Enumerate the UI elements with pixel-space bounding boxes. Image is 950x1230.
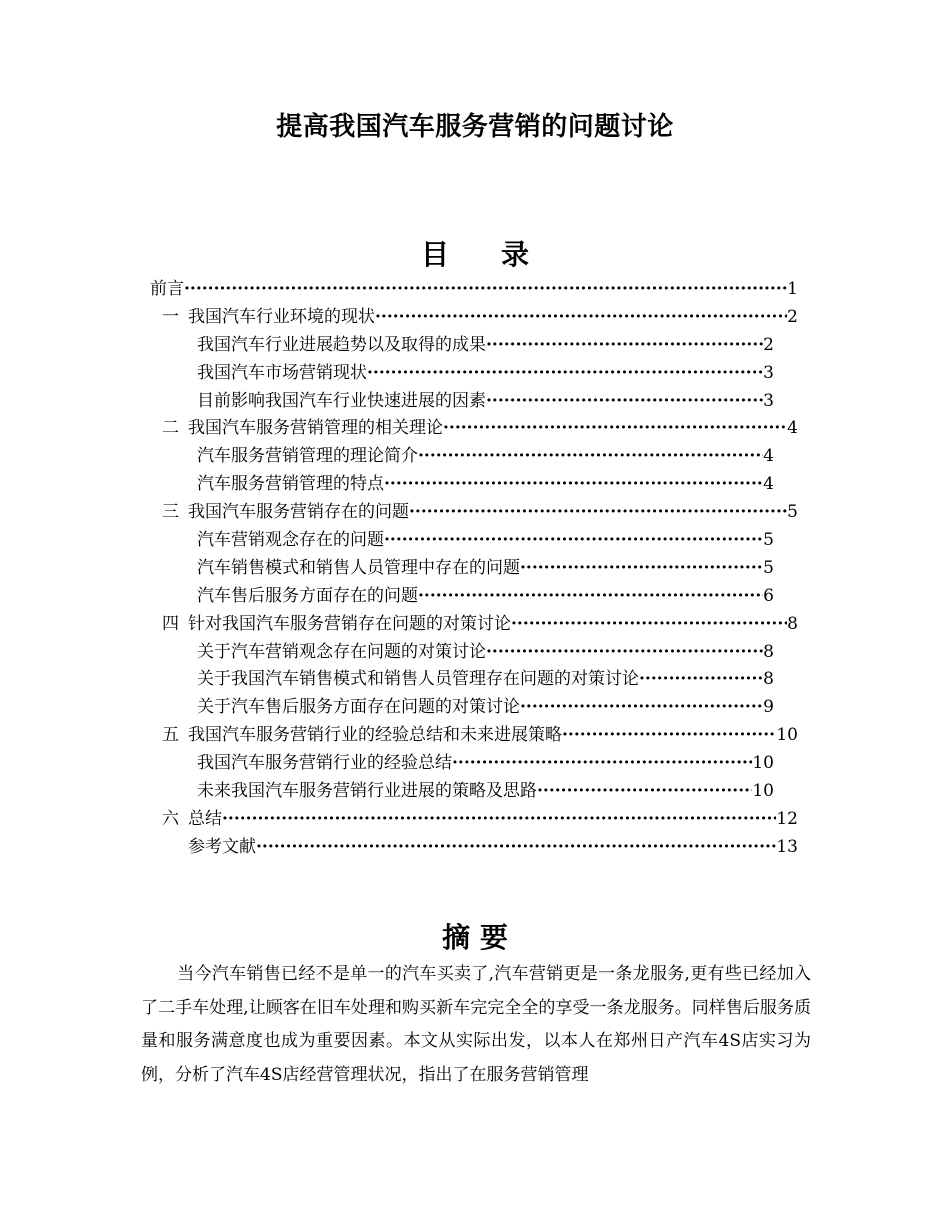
toc-entry-label: 总结: [188, 808, 222, 829]
toc-entry-label: 针对我国汽车服务营销存在问题的对策讨论: [188, 613, 511, 634]
toc-entry-page: 5: [787, 502, 798, 523]
toc-entry-label: 关于汽车营销观念存在问题的对策讨论: [197, 641, 486, 662]
toc-entry[interactable]: [150, 611, 798, 639]
toc-entry[interactable]: [150, 276, 798, 304]
toc-leader-dots: [256, 834, 776, 862]
toc-entry-label: 我国汽车服务营销管理的相关理论: [188, 418, 443, 439]
toc-entry-page: 9: [763, 697, 774, 718]
abstract-paragraph: [141, 958, 811, 1092]
toc-entry[interactable]: [150, 304, 798, 332]
toc-entry[interactable]: [150, 499, 798, 527]
toc-leader-dots: [486, 388, 763, 416]
toc-leader-dots: [639, 666, 763, 694]
toc-leader-dots: [418, 443, 763, 471]
toc-entry-label: 汽车售后服务方面存在的问题: [197, 585, 418, 606]
toc-entry[interactable]: [150, 778, 798, 806]
toc-leader-dots: [511, 611, 787, 639]
toc-entry-page: 8: [763, 669, 774, 690]
toc-entry-label: 汽车服务营销管理的理论简介: [197, 446, 418, 467]
toc-entry-page: 10: [752, 781, 774, 802]
toc-leader-dots: [537, 778, 752, 806]
toc-entry-page: 2: [787, 306, 798, 327]
toc-entry-page: 5: [763, 557, 774, 578]
toc-leader-dots: [375, 304, 787, 332]
toc-entry-page: 3: [763, 390, 774, 411]
toc-entry[interactable]: [150, 694, 798, 722]
toc-entry-page: 1: [787, 279, 798, 299]
toc-entry[interactable]: [150, 555, 798, 583]
toc-entry-page: 13: [776, 836, 798, 857]
toc-heading-right: 录: [501, 238, 530, 271]
toc-entry-page: 10: [752, 753, 774, 774]
table-of-contents: [150, 276, 798, 862]
abstract-heading: 摘 要: [442, 921, 508, 954]
abstract-text: 当今汽车销售已经不是单一的汽车买卖了,汽车营销更是一条龙服务,更有些已经加入了二手车处理,让顾客在旧车处理和购买新车完完全全的享受一条龙服务。同样售后服务质量和服务满意度也成为重要因素。本文从实际出发，以本人在郑州日产汽车4S店实习为例，分析了汽车4S店经营管理状况，指出了在服务营销管理: [141, 964, 811, 1085]
toc-entry-label: 关于我国汽车销售模式和销售人员管理存在问题的对策讨论: [197, 669, 639, 690]
toc-entry-number: 四: [162, 613, 179, 634]
toc-entry-page: 4: [787, 418, 798, 439]
toc-entry-page: 6: [763, 585, 774, 606]
toc-leader-dots: [184, 276, 787, 304]
toc-leader-dots: [384, 471, 763, 499]
toc-leader-dots: [222, 806, 776, 834]
toc-leader-dots: [409, 499, 787, 527]
toc-entry-page: 2: [763, 334, 774, 355]
toc-entry[interactable]: [150, 666, 798, 694]
toc-entry-label: 汽车销售模式和销售人员管理中存在的问题: [197, 557, 520, 578]
toc-entry-page: 8: [763, 641, 774, 662]
toc-entry-page: 3: [763, 362, 774, 383]
toc-entry[interactable]: [150, 388, 798, 416]
toc-entry-number: 五: [162, 725, 179, 746]
document-title: 提高我国汽车服务营销的问题讨论: [276, 112, 674, 142]
toc-leader-dots: [452, 750, 752, 778]
toc-leader-dots: [367, 360, 763, 388]
toc-entry[interactable]: [150, 722, 798, 750]
toc-entry-label: 汽车营销观念存在的问题: [197, 530, 384, 551]
toc-entry-page: 12: [776, 808, 798, 829]
toc-entry-label: 参考文献: [188, 836, 256, 857]
toc-leader-dots: [486, 639, 763, 667]
toc-entry-label: 我国汽车行业环境的现状: [188, 306, 375, 327]
toc-leader-dots: [520, 555, 763, 583]
toc-leader-dots: [384, 527, 763, 555]
toc-entry-number: 二: [162, 418, 179, 439]
toc-entry[interactable]: [150, 639, 798, 667]
toc-entry-label: 我国汽车行业进展趋势以及取得的成果: [197, 334, 486, 355]
toc-entry-page: 4: [763, 474, 774, 495]
toc-entry[interactable]: [150, 806, 798, 834]
toc-leader-dots: [520, 694, 763, 722]
toc-heading-left: 目: [420, 238, 449, 271]
toc-entry-number: 三: [162, 502, 179, 523]
toc-heading: [0, 233, 950, 273]
toc-entry-page: 4: [763, 446, 774, 467]
toc-entry-number: 一: [162, 306, 179, 327]
toc-entry-label: 我国汽车服务营销存在的问题: [188, 502, 409, 523]
toc-entry-page: 5: [763, 530, 774, 551]
toc-entry[interactable]: [150, 360, 798, 388]
toc-entry-page: 10: [776, 725, 798, 746]
toc-leader-dots: [418, 583, 763, 611]
toc-leader-dots: [443, 415, 787, 443]
toc-entry-label: 我国汽车服务营销行业的经验总结和未来进展策略: [188, 725, 562, 746]
toc-entry[interactable]: [150, 415, 798, 443]
toc-entry-label: 我国汽车市场营销现状: [197, 362, 367, 383]
toc-entry-page: 8: [787, 613, 798, 634]
toc-entry[interactable]: [150, 750, 798, 778]
toc-entry-label: 汽车服务营销管理的特点: [197, 474, 384, 495]
toc-entry[interactable]: [150, 471, 798, 499]
toc-leader-dots: [486, 332, 763, 360]
toc-entry-number: 六: [162, 808, 179, 829]
toc-entry[interactable]: [150, 583, 798, 611]
toc-entry-label: 目前影响我国汽车行业快速进展的因素: [197, 390, 486, 411]
toc-leader-dots: [562, 722, 776, 750]
toc-entry[interactable]: [150, 834, 798, 862]
toc-entry-label: 我国汽车服务营销行业的经验总结: [197, 753, 452, 774]
toc-entry-label: 前言: [150, 279, 184, 299]
toc-entry[interactable]: [150, 332, 798, 360]
toc-entry[interactable]: [150, 443, 798, 471]
toc-entry-label: 未来我国汽车服务营销行业进展的策略及思路: [197, 781, 537, 802]
toc-entry-label: 关于汽车售后服务方面存在问题的对策讨论: [197, 697, 520, 718]
toc-entry[interactable]: [150, 527, 798, 555]
